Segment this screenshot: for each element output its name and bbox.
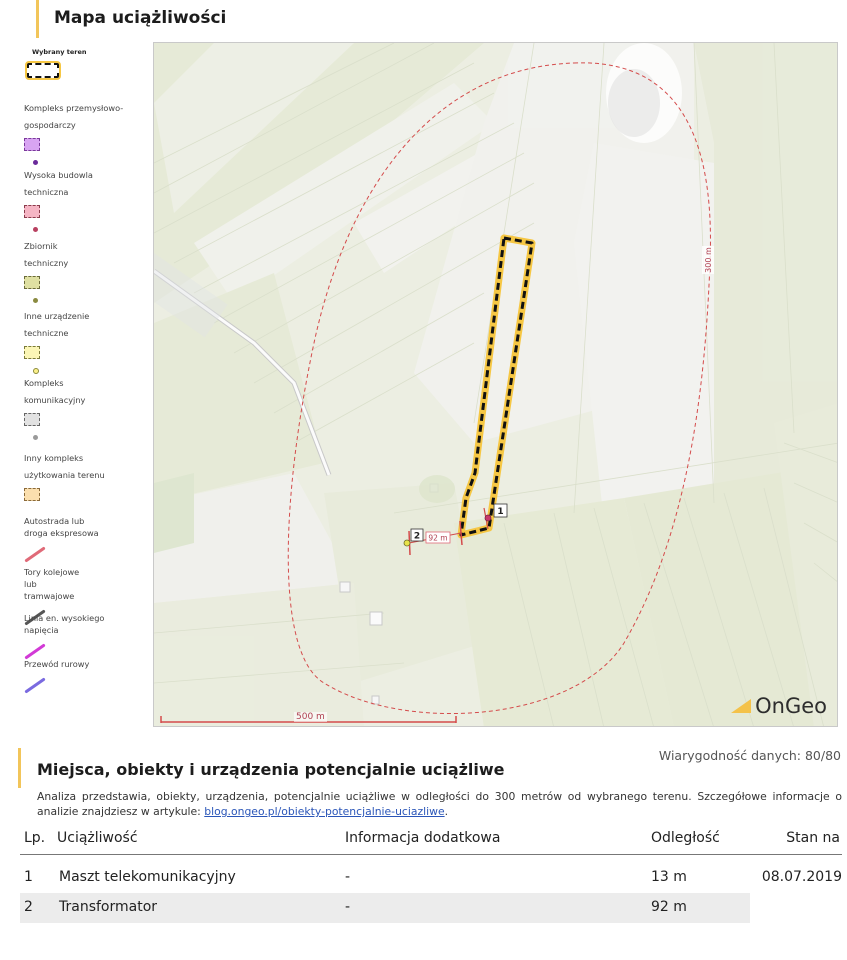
header-date: Stan na bbox=[786, 830, 840, 846]
ongeo-logo: OnGeo bbox=[731, 694, 827, 718]
header-lp: Lp. bbox=[24, 830, 46, 846]
svg-text:1: 1 bbox=[497, 507, 504, 517]
table-header bbox=[20, 824, 842, 855]
legend-dot-transport bbox=[33, 435, 38, 440]
legend-dot-tank bbox=[33, 298, 38, 303]
map-title-accent bbox=[36, 0, 39, 38]
svg-text:2: 2 bbox=[413, 531, 421, 542]
section-title-accent bbox=[18, 748, 21, 788]
legend-item-pipeline: Przewód rurowy bbox=[24, 658, 109, 687]
map-canvas bbox=[154, 43, 838, 727]
legend-dot-other-device bbox=[33, 368, 39, 374]
legend-swatch-industrial bbox=[24, 138, 40, 151]
marker-2-transformer bbox=[404, 540, 410, 546]
building bbox=[370, 612, 382, 625]
map-legend bbox=[24, 48, 149, 669]
section-description: Analiza przedstawia, obiekty, urządzenia, potencjalnie uciążliwe w odległości do 300 metrów od wybranego terenu. Szczegółowe informacje o analizie znajdziesz w artykule: blog.ongeo.pl/obiekty-potencjalnie-uciazliwe. bbox=[37, 790, 842, 818]
building bbox=[340, 582, 350, 592]
legend-line-pipeline bbox=[24, 677, 45, 693]
ongeo-logo-icon bbox=[731, 699, 751, 713]
marker-1-telecom-mast bbox=[485, 515, 491, 521]
legend-item-other-land-use: Inny kompleks użytkowania terenu bbox=[24, 450, 119, 501]
building bbox=[372, 696, 379, 704]
legend-selected-area-swatch bbox=[26, 62, 60, 79]
section-title: Miejsca, obiekty i urządzenia potencjalnie uciążliwe bbox=[37, 760, 505, 779]
legend-selected-area-label: Wybrany teren bbox=[32, 48, 87, 56]
legend-swatch-other-device bbox=[24, 346, 40, 359]
buffer-label: 300 m bbox=[704, 247, 713, 273]
legend-dot-industrial bbox=[33, 160, 38, 165]
table-row: 2 Transformator - 92 m bbox=[20, 893, 750, 923]
legend-item-other-device: Inne urządzenie techniczne bbox=[24, 308, 104, 374]
nuisance-table bbox=[20, 824, 842, 923]
legend-swatch-tall-structure bbox=[24, 205, 40, 218]
legend-dot-tall-structure bbox=[33, 227, 38, 232]
map-title: Mapa uciążliwości bbox=[54, 8, 227, 28]
legend-item-transport: Kompleks komunikacyjny bbox=[24, 375, 104, 440]
data-reliability: Wiarygodność danych: 80/80 bbox=[658, 748, 841, 763]
legend-item-power-line: Linia en. wysokiego napięcia bbox=[24, 612, 109, 653]
legend-line-motorway bbox=[24, 546, 45, 562]
legend-swatch-transport bbox=[24, 413, 40, 426]
header-info: Informacja dodatkowa bbox=[345, 830, 501, 846]
legend-item-industrial: Kompleks przemysłowo-gospodarczy bbox=[24, 100, 134, 165]
table-row: 1 Maszt telekomunikacyjny - 13 m 08.07.2019 bbox=[24, 869, 842, 885]
header-distance: Odległość bbox=[651, 830, 720, 846]
legend-swatch-other-land-use bbox=[24, 488, 40, 501]
legend-swatch-tank bbox=[24, 276, 40, 289]
article-link[interactable]: blog.ongeo.pl/obiekty-potencjalnie-uciazliwe bbox=[204, 805, 445, 818]
nuisance-map[interactable] bbox=[153, 42, 838, 727]
legend-item-tank: Zbiornik techniczny bbox=[24, 238, 84, 303]
scale-label: 500 m bbox=[296, 712, 325, 722]
legend-item-tall-structure: Wysoka budowla techniczna bbox=[24, 167, 106, 232]
legend-item-motorway: Autostrada lub droga ekspresowa bbox=[24, 515, 106, 556]
legend-item-railway: Tory kolejowe lub tramwajowe bbox=[24, 566, 89, 619]
header-name: Uciążliwość bbox=[57, 830, 138, 846]
distance-label: 92 m bbox=[428, 533, 448, 543]
